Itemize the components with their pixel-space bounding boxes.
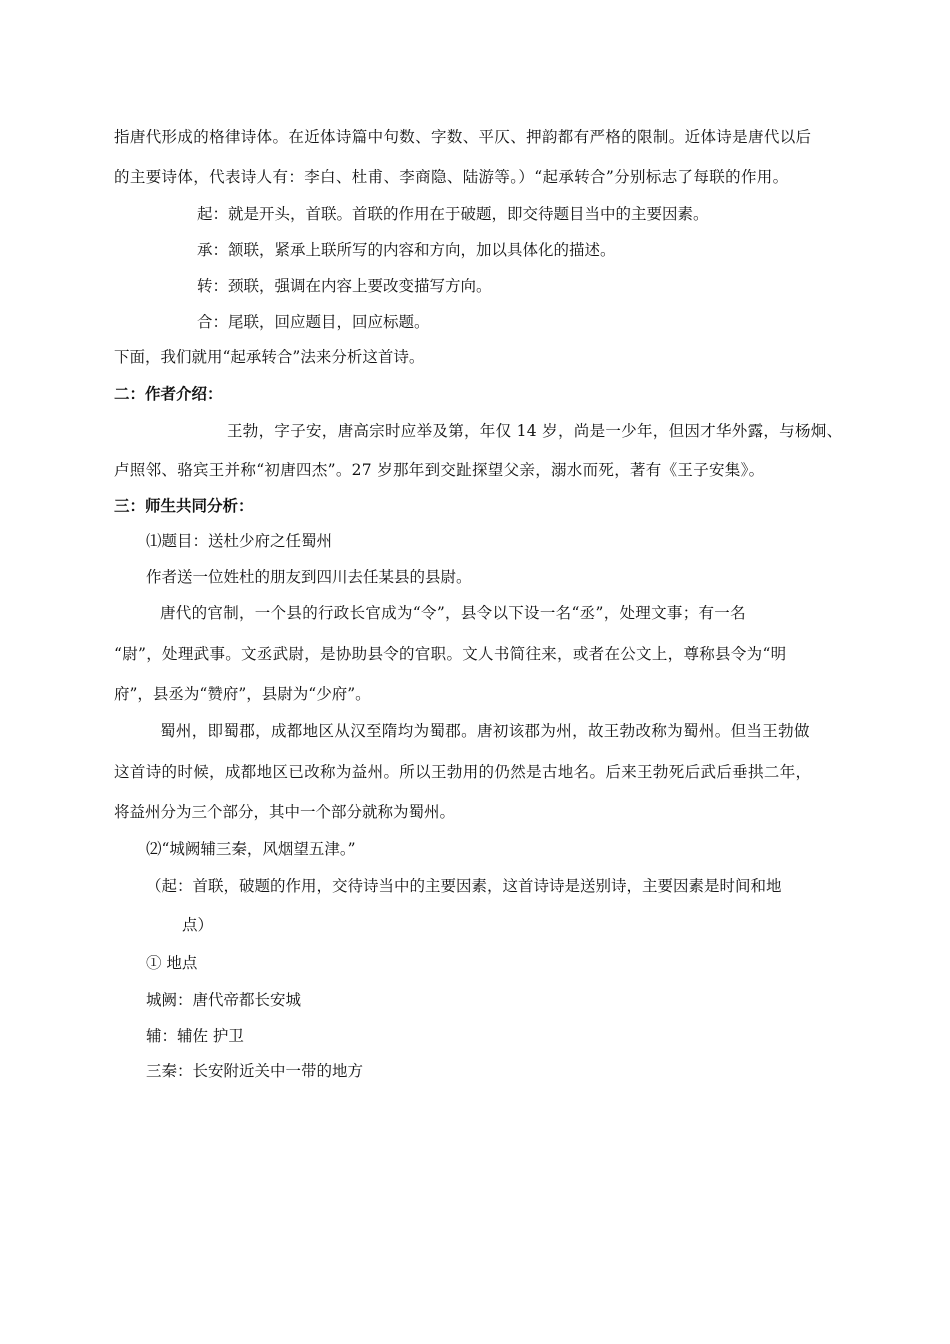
item-2-note-line-2: 点） [182,916,214,934]
official-system-line-3: 府”，县丞为“赞府”，县尉为“少府”。 [114,685,371,703]
zhuan-definition: 转：颈联，强调在内容上要改变描写方向。 [197,277,492,295]
item-1-title: ⑴题目：送杜少府之任蜀州 [146,532,333,550]
intro-closing: 下面，我们就用“起承转合”法来分析这首诗。 [114,348,425,366]
place-subheading: ① 地点 [146,954,198,972]
item-2-note-line-1: （起：首联，破题的作用，交待诗当中的主要因素，这首诗诗是送别诗，主要因素是时间和地 [146,877,782,895]
author-line-1: 王勃，字子安，唐高宗时应举及第，年仅 14 岁，尚是一少年，但因才华外露，与杨炯、 [227,422,843,440]
item-2-title: ⑵“城阙辅三秦，风烟望五津。” [146,840,356,858]
section-3-heading: 三：师生共同分析： [114,497,254,515]
shuzhou-line-2: 这首诗的时候，成都地区已改称为益州。所以王勃用的仍然是古地名。后来王勃死后武后垂拱二年， [114,763,812,781]
official-system-line-2: “尉”，处理武事。文丞武尉，是协助县令的官职。文人书简往来，或者在公文上，尊称县令为“明 [114,645,787,663]
shuzhou-line-1: 蜀州，即蜀郡，成都地区从汉至隋均为蜀郡。唐初该郡为州，故王勃改称为蜀州。但当王勃做 [160,722,810,740]
qi-definition: 起：就是开头，首联。首联的作用在于破题，即交待题目当中的主要因素。 [197,205,709,223]
cheng-definition: 承：颔联，紧承上联所写的内容和方向，加以具体化的描述。 [197,241,616,259]
he-definition: 合：尾联，回应题目，回应标题。 [197,313,430,331]
intro-line-2: 的主要诗体，代表诗人有：李白、杜甫、李商隐、陆游等。）“起承转合”分别标志了每联的作用。 [114,168,789,186]
sanqin-gloss: 三秦：长安附近关中一带的地方 [146,1062,364,1080]
author-line-2: 卢照邻、骆宾王并称“初唐四杰”。27 岁那年到交趾探望父亲，溺水而死，著有《王子安集》。 [114,461,765,479]
fu-gloss: 辅：辅佐 护卫 [146,1027,244,1045]
official-system-line-1: 唐代的官制，一个县的行政长官成为“令”，县令以下设一名“丞”，处理文事；有一名 [160,604,746,622]
intro-line-1: 指唐代形成的格律诗体。在近体诗篇中句数、字数、平仄、押韵都有严格的限制。近体诗是唐代以后 [114,128,812,146]
item-1-description: 作者送一位姓杜的朋友到四川去任某县的县尉。 [146,568,472,586]
shuzhou-line-3: 将益州分为三个部分，其中一个部分就称为蜀州。 [114,803,456,821]
chengque-gloss: 城阙：唐代帝都长安城 [146,991,302,1009]
section-2-heading: 二：作者介绍： [114,385,223,403]
